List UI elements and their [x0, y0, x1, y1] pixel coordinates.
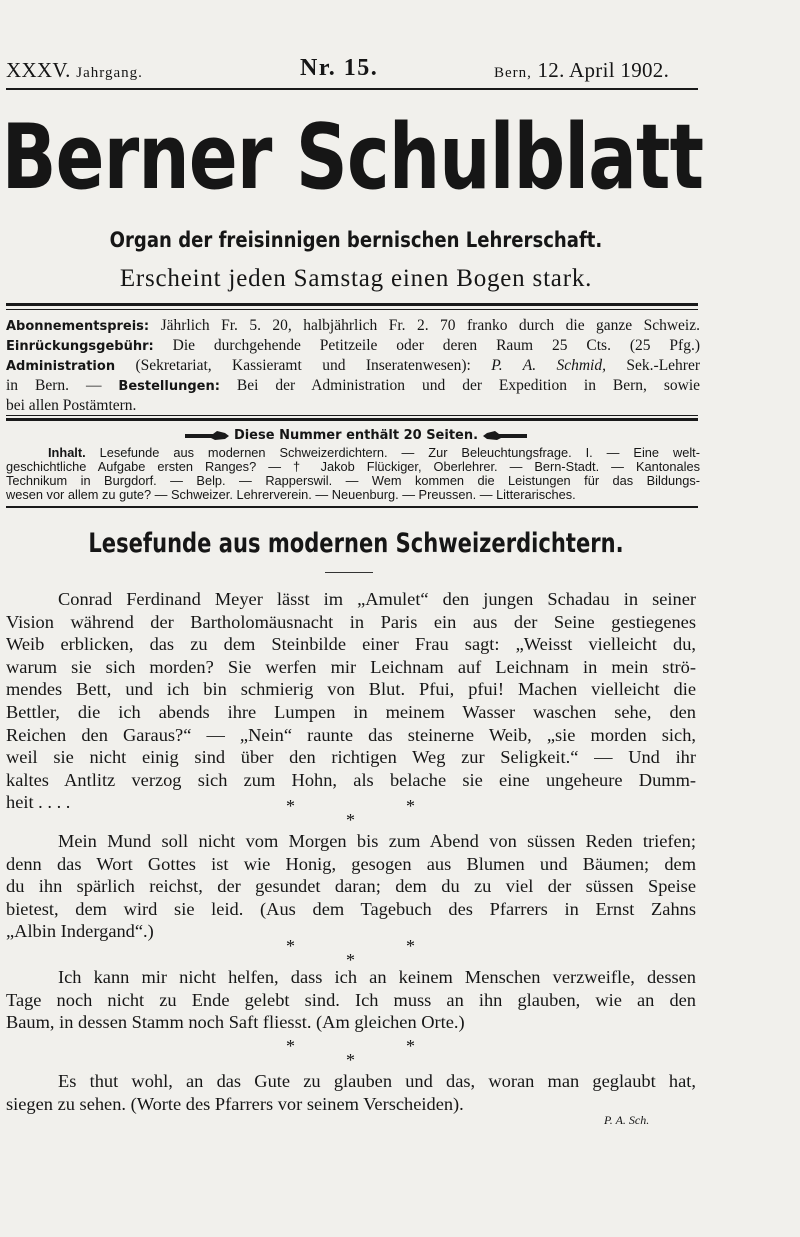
divider — [6, 418, 698, 421]
paragraph-4: Es thut wohl, an das Gute zu glauben und das, woran man geglaubt hat, siegen zu sehen. (Worte des Pfarrers vor seinem Verscheiden). — [6, 1071, 696, 1114]
article-heading: Lesefunde aus modernen Schweizerdichtern. — [88, 528, 624, 559]
author-signature: P. A. Sch. — [604, 1113, 650, 1127]
page-count-notice: Diese Nummer enthält 20 Seiten. — [0, 428, 712, 443]
divider — [6, 506, 698, 508]
issue-number: Nr. 15. — [300, 55, 379, 81]
paragraph-2: Mein Mund soll nicht vom Morgen bis zum Abend von süssen Reden triefen; denn das Wort Gottes ist wie Honig, gesogen aus Blumen und Bäumen; dem du ihn spärlich reichst, der gesundet daran; dem du zu viel der süssen Speise bietest, dem wird sie leid. (Aus dem Tagebuch des Pfarrers in Ernst Zahns „Albin Indergand“.) — [6, 831, 696, 942]
heading-rule — [325, 572, 373, 573]
divider — [6, 309, 698, 310]
subscription-info: Abonnementspreis: Jährlich Fr. 5. 20, halbjährlich Fr. 2. 70 franko durch die ganze Schweiz. Einrückungsgebühr: Die durchgehende Petitzeile oder deren Raum 25 Cts. (25 Pfg.) Administration (Sekretariat, Kassieramt und Inseratenwesen): P. A. Schmid, Sek.-Lehrer in Bern. — Bestellungen: Bei der Administration und der Expedition in Bern, sowie bei allen Postämtern. — [6, 317, 700, 414]
section-separator: * * * — [286, 796, 415, 830]
paragraph-1: Conrad Ferdinand Meyer lässt im „Amulet“ den jungen Schadau in seiner Vision während der Bartholomäusnacht in Paris ein aus der Seine gestiegenes Weib erblicken, das zu dem Steinbilde einer Frau sagt: „Weisst vielleicht du, warum sie sich morden? Sie werfen mir Leichnam auf Leichnam in mein strö- mendes Bett, und ich bin schmierig von Blut. Pfui, pfui! Machen vielleicht die Bettler, die ich abends ihre Lumpen in meinem Wasser waschen sehe, den Reichen den Garaus?“ — „Nein“ raunte das steinerne Weib, „sie morden sich, weil sie nicht einig sind über den richtigen Weg zur Seligkeit.“ — Und ihr kaltes Antlitz verzog sich zum Hohn, als belache sie eine ungeheure Dumm- heit . . . . — [6, 589, 696, 813]
publication-frequency: Erscheint jeden Samstag einen Bogen stark. — [119, 265, 593, 292]
masthead-title: Berner Schulblatt — [1, 105, 704, 210]
divider — [6, 88, 698, 90]
date-line: Bern, 12. April 1902. — [494, 58, 670, 82]
divider — [6, 303, 698, 306]
volume-label: XXXV. Jahrgang. — [6, 58, 143, 82]
pointing-hand-right-icon — [185, 431, 229, 441]
section-separator: * * * — [286, 936, 415, 970]
paragraph-3: Ich kann mir nicht helfen, dass ich an keinem Menschen verzweifle, dessen Tage noch nicht zu Ende gelebt sind. Ich muss an ihn glauben, wie an den Baum, in dessen Stamm noch Saft fliesst. (Am gleichen Orte.) — [6, 967, 696, 1033]
masthead-subtitle: Organ der freisinnigen bernischen Lehrerschaft. — [109, 228, 603, 252]
pointing-hand-left-icon — [483, 431, 527, 441]
section-separator: * * * — [286, 1036, 415, 1070]
divider — [6, 415, 698, 416]
table-of-contents: Inhalt. Lesefunde aus modernen Schweizerdichtern. — Zur Beleuchtungsfrage. I. — Eine welt- geschichtliche Aufgabe ersten Ranges? — † Jakob Flückiger, Oberlehrer. — Bern-Stadt. — Kantonales Technikum in Burgdorf. — Belp. — Rapperswil. — Wem kommen die Leistungen für das Bildungs- wesen vor allem zu gute? — Schweizer. Lehrerverein. — Neuenburg. — Preussen. — Litterarisches. — [6, 445, 700, 502]
